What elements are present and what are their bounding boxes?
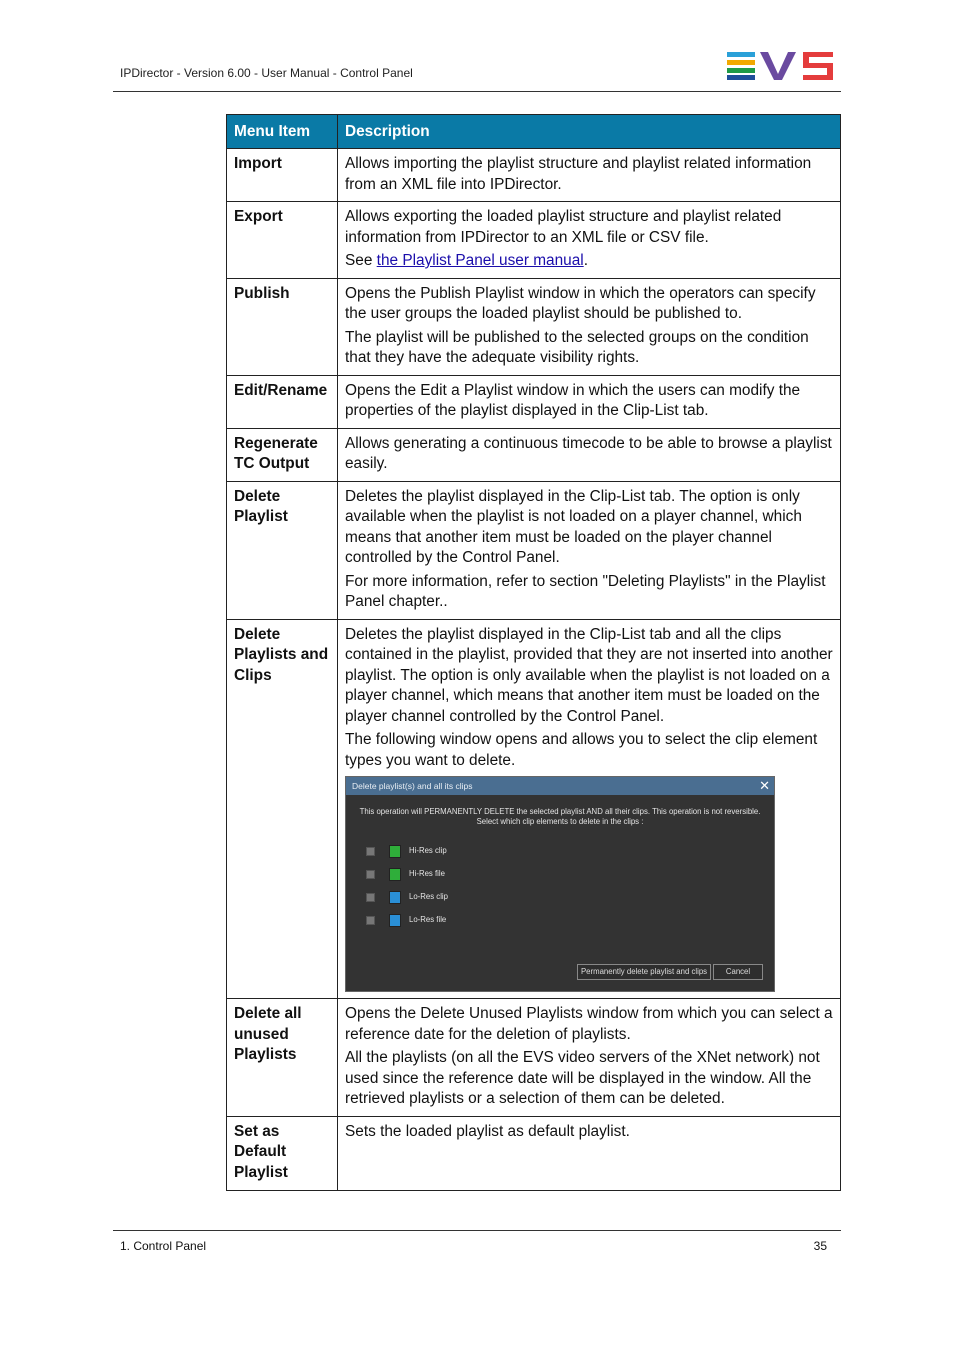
dialog-titlebar bbox=[346, 777, 774, 795]
table-row bbox=[227, 149, 841, 202]
option-hires-file[interactable] bbox=[366, 867, 445, 881]
option-label: Hi-Res clip bbox=[409, 845, 447, 855]
menu-item-name: Set as Default Playlist bbox=[227, 1116, 338, 1190]
menu-item-description bbox=[338, 375, 841, 428]
description-paragraph: For more information, refer to section "Deleting Playlists" in the Playlist Panel chapter.. bbox=[345, 572, 826, 610]
menu-items-table bbox=[226, 114, 841, 1191]
table-row bbox=[227, 428, 841, 481]
header-title: IPDirector - Version 6.00 - User Manual - Control Panel bbox=[120, 66, 413, 80]
table-row bbox=[227, 202, 841, 279]
table-row bbox=[227, 278, 841, 375]
table-row bbox=[227, 481, 841, 619]
menu-item-name: Publish bbox=[227, 278, 338, 375]
hires-clip-icon bbox=[389, 845, 401, 858]
dialog-body bbox=[346, 795, 774, 991]
option-label: Lo-Res clip bbox=[409, 891, 448, 901]
see-suffix: . bbox=[583, 252, 588, 269]
column-header-description: Description bbox=[338, 115, 841, 149]
description-paragraph: The playlist will be published to the selected groups on the condition that they have the adequate visibility rights. bbox=[345, 328, 809, 366]
table-row bbox=[227, 619, 841, 999]
menu-item-description bbox=[338, 1116, 841, 1190]
close-icon[interactable]: ✕ bbox=[759, 778, 770, 793]
page-footer bbox=[113, 1230, 841, 1253]
menu-item-description bbox=[338, 999, 841, 1117]
description-paragraph: The following window opens and allows you to select the clip element types you want to delete. bbox=[345, 731, 818, 769]
table-row bbox=[227, 1116, 841, 1190]
checkbox[interactable] bbox=[366, 893, 375, 902]
menu-item-description bbox=[338, 481, 841, 619]
menu-item-description bbox=[338, 149, 841, 202]
see-prefix: See bbox=[345, 252, 377, 269]
menu-item-name: Regenerate TC Output bbox=[227, 428, 338, 481]
dialog-warning-text: This operation will PERMANENTLY DELETE the selected playlist AND all their clips. This operation is not reversible. bbox=[359, 807, 761, 816]
description-paragraph: Opens the Edit a Playlist window in which the users can modify the properties of the playlist displayed in the Clip-List tab. bbox=[345, 381, 801, 419]
description-paragraph: Opens the Delete Unused Playlists window from which you can select a reference date for the deletion of playlists. bbox=[345, 1005, 833, 1043]
option-label: Hi-Res file bbox=[409, 868, 445, 878]
evs-logo bbox=[727, 52, 833, 80]
dialog-title: Delete playlist(s) and all its clips bbox=[352, 781, 473, 791]
table-row bbox=[227, 999, 841, 1117]
dialog-instruction-text: Select which clip elements to delete in the clips : bbox=[476, 817, 644, 826]
description-paragraph: Deletes the playlist displayed in the Clip-List tab and all the clips contained in the playlist, provided that they are not inserted into another playlist. The option is only available when the playlist is not loaded on a player channel, which means that another item must be loaded on the player channel controlled by the Control Panel. bbox=[345, 625, 833, 725]
playlist-panel-manual-link[interactable]: the Playlist Panel user manual bbox=[376, 252, 584, 269]
menu-item-name: Delete all unused Playlists bbox=[227, 999, 338, 1117]
checkbox[interactable] bbox=[366, 847, 375, 856]
page-header bbox=[113, 40, 841, 92]
delete-playlist-dialog-screenshot bbox=[345, 776, 775, 992]
dialog-message bbox=[346, 807, 774, 827]
column-header-menu-item: Menu Item bbox=[227, 115, 338, 149]
permanently-delete-button[interactable]: Permanently delete playlist and clips bbox=[577, 964, 711, 980]
description-paragraph: Allows exporting the loaded playlist structure and playlist related information from IPDirector to an XML file or CSV file. bbox=[345, 208, 782, 246]
menu-item-name: Edit/Rename bbox=[227, 375, 338, 428]
lores-clip-icon bbox=[389, 891, 401, 904]
menu-item-name: Import bbox=[227, 149, 338, 202]
option-hires-clip[interactable] bbox=[366, 844, 447, 858]
description-paragraph: Allows importing the playlist structure and playlist related information from an XML file into IPDirector. bbox=[345, 155, 812, 193]
menu-item-description bbox=[338, 619, 841, 999]
menu-item-description bbox=[338, 202, 841, 279]
menu-item-name: Delete Playlists and Clips bbox=[227, 619, 338, 999]
option-lores-file[interactable] bbox=[366, 913, 446, 927]
menu-item-name: Delete Playlist bbox=[227, 481, 338, 619]
option-lores-clip[interactable] bbox=[366, 890, 448, 904]
table-row bbox=[227, 375, 841, 428]
page-number: 35 bbox=[813, 1239, 827, 1253]
menu-item-name: Export bbox=[227, 202, 338, 279]
description-paragraph: Deletes the playlist displayed in the Clip-List tab. The option is only available when the playlist is not loaded on a player channel, which means that another item must be loaded on the player channel controlled by the Control Panel. bbox=[345, 487, 802, 566]
description-paragraph: Sets the loaded playlist as default playlist. bbox=[345, 1122, 630, 1140]
lores-file-icon bbox=[389, 914, 401, 927]
footer-chapter: 1. Control Panel bbox=[120, 1239, 207, 1253]
description-paragraph: Opens the Publish Playlist window in which the operators can specify the user groups the loaded playlist should be published to. bbox=[345, 284, 816, 322]
table-header-row bbox=[227, 115, 841, 149]
description-paragraph: All the playlists (on all the EVS video servers of the XNet network) not used since the reference date will be displayed in the window. All the retrieved playlists or a selection of them can be deleted. bbox=[345, 1049, 820, 1107]
checkbox[interactable] bbox=[366, 870, 375, 879]
menu-item-description bbox=[338, 278, 841, 375]
option-label: Lo-Res file bbox=[409, 914, 447, 924]
description-paragraph: Allows generating a continuous timecode to be able to browse a playlist easily. bbox=[345, 434, 832, 472]
cancel-button[interactable]: Cancel bbox=[713, 964, 763, 980]
checkbox[interactable] bbox=[366, 916, 375, 925]
hires-file-icon bbox=[389, 868, 401, 881]
see-also-line bbox=[345, 251, 833, 272]
menu-item-description bbox=[338, 428, 841, 481]
